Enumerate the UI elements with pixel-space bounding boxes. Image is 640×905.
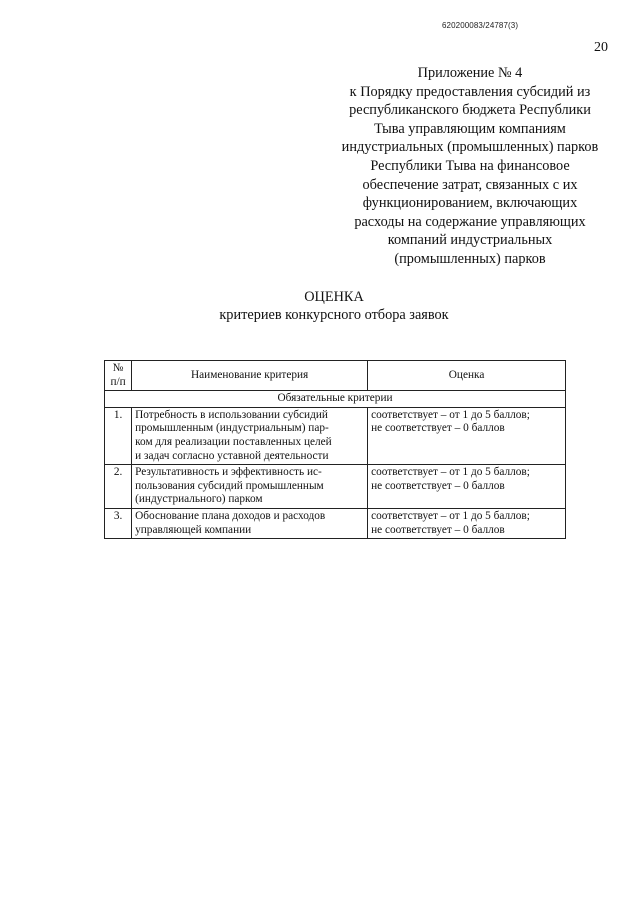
criterion-line: Потребность в использовании субсидий	[135, 408, 328, 421]
document-id: 620200083/24787(3)	[442, 21, 519, 30]
criterion-name	[132, 508, 368, 538]
appendix-line: (промышленных) парков	[394, 250, 546, 267]
appendix-line: Республики Тыва на финансовое	[370, 157, 570, 174]
table-row	[105, 465, 566, 509]
table-row	[105, 508, 566, 538]
criterion-score	[368, 407, 566, 464]
appendix-block	[310, 64, 630, 269]
criteria-table	[104, 360, 566, 539]
row-number: 3.	[105, 508, 132, 538]
appendix-line: компаний индустриальных	[387, 232, 553, 249]
criterion-line: Обоснование плана доходов и расходов	[135, 509, 326, 522]
criterion-score	[368, 508, 566, 538]
criterion-line: (индустриального) парком	[135, 493, 263, 506]
criterion-name	[132, 407, 368, 464]
table-header-row	[105, 361, 566, 391]
row-number: 2.	[105, 465, 132, 509]
score-line: соответствует – от 1 до 5 баллов;	[371, 466, 530, 479]
header-number-line: №	[112, 362, 124, 374]
appendix-line: расходы на содержание управляющих	[354, 213, 586, 230]
appendix-line: Приложение № 4	[417, 65, 523, 81]
criterion-line: ком для реализации поставленных целей	[135, 435, 332, 448]
appendix-line: к Порядку предоставления субсидий из	[349, 83, 591, 100]
criterion-line: пользования субсидий промышленным	[135, 479, 324, 492]
header-number	[105, 361, 132, 391]
score-line: соответствует – от 1 до 5 баллов;	[371, 408, 530, 421]
table-row	[105, 407, 566, 464]
score-line: не соответствует – 0 баллов	[371, 479, 505, 492]
criterion-score	[368, 465, 566, 509]
document-heading	[0, 288, 640, 324]
section-row	[105, 391, 566, 408]
appendix-line: Тыва управляющим компаниям	[374, 120, 566, 137]
score-line: не соответствует – 0 баллов	[371, 523, 505, 536]
criterion-line: и задач согласно уставной деятельности	[135, 449, 329, 462]
appendix-line: республиканского бюджета Республики	[349, 102, 591, 119]
criterion-line: промышленным (индустриальным) пар-	[135, 422, 329, 435]
header-score: Оценка	[368, 361, 566, 391]
header-number-line: п/п	[110, 375, 126, 388]
page-number: 20	[594, 40, 608, 55]
appendix-line: индустриальных (промышленных) парков	[341, 139, 599, 156]
score-line: не соответствует – 0 баллов	[371, 422, 505, 435]
row-number: 1.	[105, 407, 132, 464]
criterion-name	[132, 465, 368, 509]
appendix-line: обеспечение затрат, связанных с их	[362, 176, 578, 193]
document-title: ОЦЕНКА	[304, 289, 364, 305]
criterion-line: Результативность и эффективность ис-	[135, 466, 322, 479]
criterion-line: управляющей компании	[135, 523, 252, 536]
document-subtitle: критериев конкурсного отбора заявок	[219, 307, 449, 323]
appendix-line: функционированием, включающих	[362, 195, 578, 212]
section-label: Обязательные критерии	[105, 391, 566, 408]
header-criterion-name: Наименование критерия	[132, 361, 368, 391]
score-line: соответствует – от 1 до 5 баллов;	[371, 509, 530, 522]
